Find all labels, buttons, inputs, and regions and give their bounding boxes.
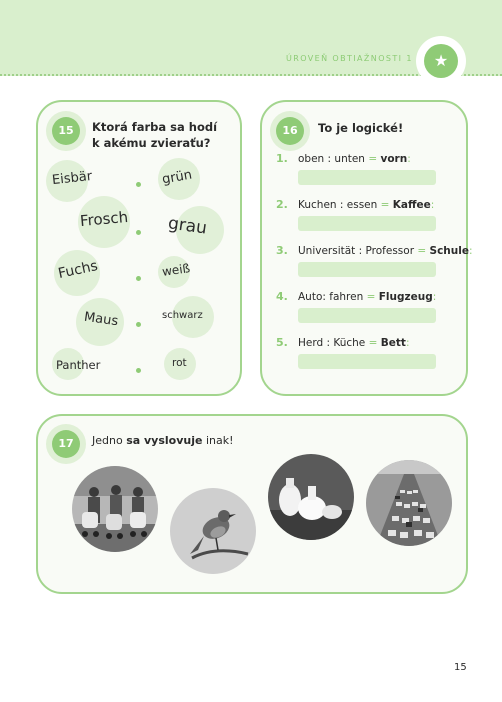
- exercise-17-text-b: inak!: [202, 434, 234, 447]
- task-4-equals: =: [366, 291, 376, 303]
- photo-bird: [170, 488, 256, 574]
- task-3-pair: Universität : Professor: [298, 245, 415, 257]
- animal-word-frosch: Frosch: [79, 207, 129, 231]
- exercise-15-number: 15: [52, 117, 80, 145]
- task-2-number: 2.: [276, 198, 288, 211]
- task-4-colon: :: [432, 291, 437, 303]
- task-5-text: [298, 337, 410, 349]
- task-1-answer-field[interactable]: [298, 170, 436, 185]
- exercise-15-title-line1: Ktorá farba sa hodí: [92, 120, 218, 134]
- task-5-answer-field[interactable]: [298, 354, 436, 369]
- task-5-equals: =: [368, 337, 378, 349]
- color-word-weiss: weiß: [161, 261, 191, 279]
- match-dot-4[interactable]: [136, 322, 141, 327]
- task-4-pair: Auto: fahren: [298, 291, 364, 303]
- color-word-grau: grau: [166, 213, 209, 239]
- task-2-pair: Kuchen : essen: [298, 199, 378, 211]
- task-2-handwritten: Kaffee: [392, 199, 431, 211]
- color-word-schwarz: schwarz: [162, 310, 203, 321]
- task-3-answer-field[interactable]: [298, 262, 436, 277]
- difficulty-level-label: ÚROVEŇ OBTIAŽNOSTI 1: [286, 54, 413, 63]
- task-4-handwritten: Flugzeug: [378, 291, 433, 303]
- task-3-colon: :: [468, 245, 473, 257]
- photo-prams: [72, 466, 158, 552]
- task-4-answer-field[interactable]: [298, 308, 436, 323]
- task-5-number: 5.: [276, 336, 288, 349]
- exercise-15-title-line2: k akému zvieraťu?: [92, 136, 211, 150]
- animal-word-eisbaer: Eisbär: [51, 168, 93, 189]
- exercise-17-instruction: [92, 433, 234, 449]
- task-1-handwritten: vorn: [380, 153, 408, 165]
- match-dot-5[interactable]: [136, 368, 141, 373]
- animal-word-panther: Panther: [56, 358, 101, 372]
- match-dot-3[interactable]: [136, 276, 141, 281]
- task-1-pair: oben : unten: [298, 153, 365, 165]
- animal-word-fuchs: Fuchs: [56, 258, 100, 282]
- color-word-gruen: grün: [160, 167, 194, 188]
- task-1-text: [298, 153, 411, 165]
- exercise-17-text-bold: sa vyslovuje: [126, 434, 203, 447]
- page-number: 15: [454, 662, 467, 673]
- exercise-16-title: To je logické!: [318, 121, 404, 135]
- task-1-number: 1.: [276, 152, 288, 165]
- task-3-equals: =: [417, 245, 427, 257]
- photo-vases: [268, 454, 354, 540]
- animal-word-maus: Maus: [83, 309, 120, 330]
- exercise-17-number-badge: [46, 424, 86, 464]
- exercise-15-number-badge: [46, 111, 86, 151]
- task-3-text: [298, 245, 473, 257]
- task-4-text: [298, 291, 436, 303]
- star-icon: ★: [424, 44, 458, 78]
- task-2-colon: :: [430, 199, 435, 211]
- task-5-pair: Herd : Küche: [298, 337, 366, 349]
- task-3-number: 3.: [276, 244, 288, 257]
- photo-traffic: [366, 460, 452, 546]
- task-5-colon: :: [405, 337, 410, 349]
- match-dot-2[interactable]: [136, 230, 141, 235]
- task-5-handwritten: Bett: [380, 337, 406, 349]
- exercise-16-number: 16: [276, 117, 304, 145]
- color-word-rot: rot: [172, 357, 187, 369]
- match-dot-1[interactable]: [136, 182, 141, 187]
- exercise-16-number-badge: [270, 111, 310, 151]
- task-2-answer-field[interactable]: [298, 216, 436, 231]
- task-1-colon: :: [407, 153, 411, 165]
- exercise-17-text-a: Jedno: [92, 434, 127, 447]
- task-2-text: [298, 199, 434, 211]
- task-3-handwritten: Schule: [429, 245, 469, 257]
- task-1-equals: =: [368, 153, 378, 165]
- exercise-17-number: 17: [52, 430, 80, 458]
- task-4-number: 4.: [276, 290, 288, 303]
- task-2-equals: =: [380, 199, 390, 211]
